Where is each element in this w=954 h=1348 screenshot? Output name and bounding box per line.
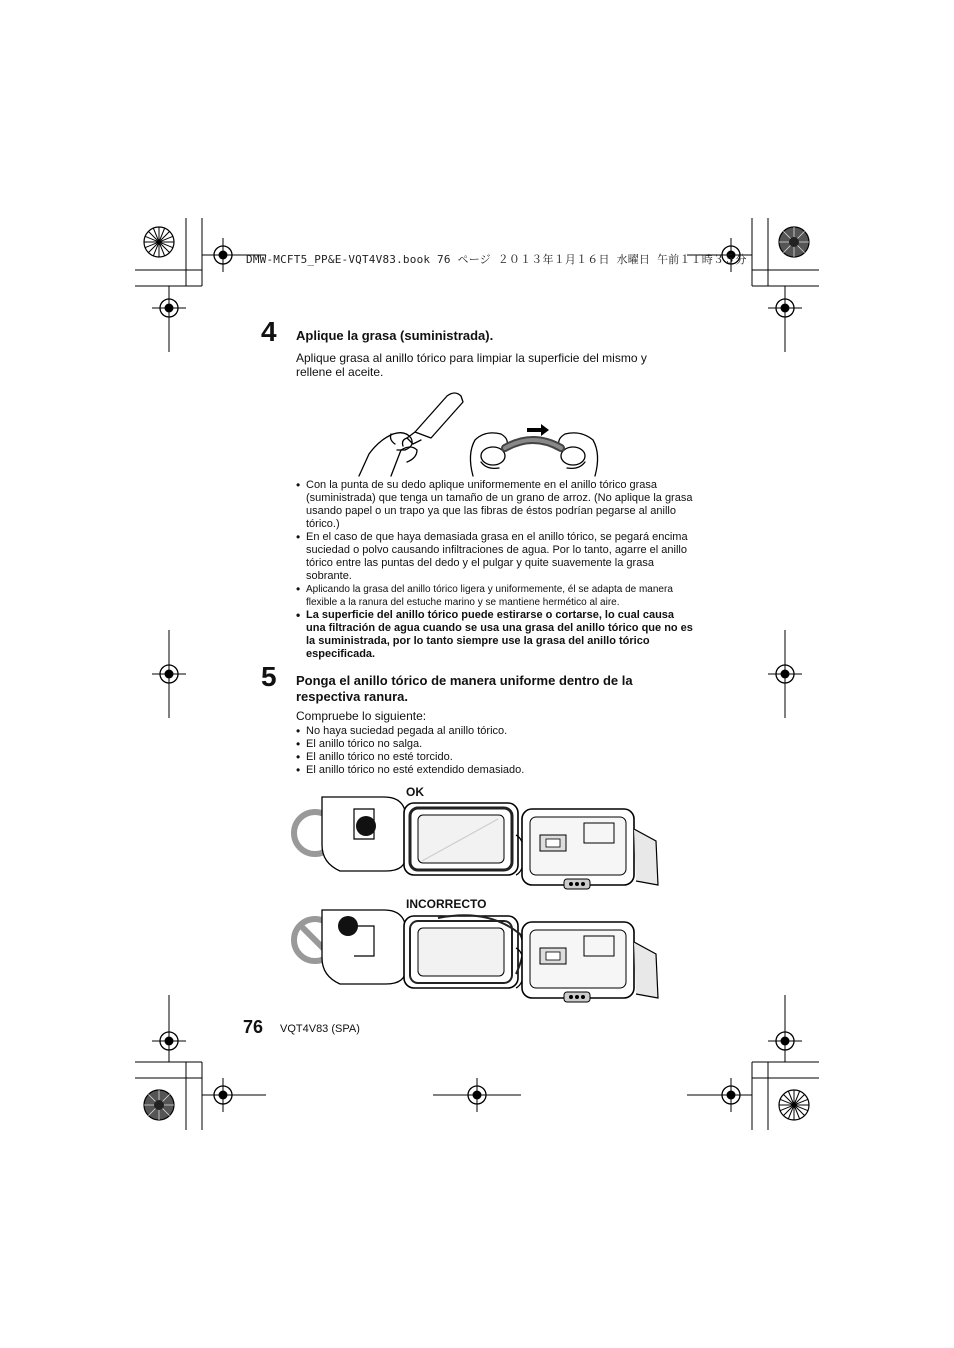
- step-5-text: Compruebe lo siguiente:: [296, 709, 427, 723]
- list-item: • No haya suciedad pegada al anillo tórico.: [296, 725, 696, 738]
- ring-correct-illustration: [288, 795, 663, 895]
- file-info-header: DMW-MCFT5_PP&E-VQT4V83.book 76 ページ ２０１３年１月１６日 水曜日 午前１１時３５分: [246, 253, 747, 266]
- step-5-bullet-list: [296, 725, 696, 777]
- step-4-title: Aplique la grasa (suministrada).: [296, 328, 494, 343]
- list-item: • Aplicando la grasa del anillo tórico ligera y uniformemente, él se adapta de manera flexible a la ranura del estuche marino y se mantiene hermético al aire.: [296, 583, 696, 609]
- list-item: • El anillo tórico no salga.: [296, 738, 696, 751]
- step-4-bullet-list: [296, 479, 696, 661]
- incorrect-label: INCORRECTO: [406, 897, 487, 911]
- list-item: • El anillo tórico no esté extendido demasiado.: [296, 764, 696, 777]
- step-5-number: 5: [261, 661, 277, 692]
- list-item: • El anillo tórico no esté torcido.: [296, 751, 696, 764]
- document-code: VQT4V83 (SPA): [280, 1023, 360, 1035]
- list-item: • En el caso de que haya demasiada grasa en el anillo tórico, se pegará encima suciedad o polvo causando infiltraciones de agua. Por lo tanto, agarre el anillo tórico entre las puntas del dedo y el pulgar y quite suavemente la grasa sobrante.: [296, 531, 696, 583]
- list-item: • La superficie del anillo tórico puede estirarse o cortarse, lo cual causa una filtración de agua cuando se usa una grasa del anillo tórico que no es la suministrada, por lo tanto siempre use la grasa del anillo tórico especificada.: [296, 609, 696, 661]
- ok-label: OK: [406, 785, 424, 799]
- step-4-number: 4: [261, 316, 277, 347]
- step-5-title: Ponga el anillo tórico de manera uniforme dentro de la respectiva ranura.: [296, 673, 633, 704]
- list-item: • Con la punta de su dedo aplique uniformemente en el anillo tórico grasa (suministrada) que tenga un tamaño de un grano de arroz. (No aplique la grasa usando papel o un trapo ya que las fibras de éstos podrían pegarse al anillo tórico.): [296, 479, 696, 531]
- ring-incorrect-illustration: [288, 908, 663, 1008]
- step-4-text: Aplique grasa al anillo tórico para limpiar la superficie del mismo y rellene el aceite.: [296, 351, 647, 379]
- page-number: 76: [243, 1017, 264, 1037]
- grease-application-illustration: [355, 388, 605, 478]
